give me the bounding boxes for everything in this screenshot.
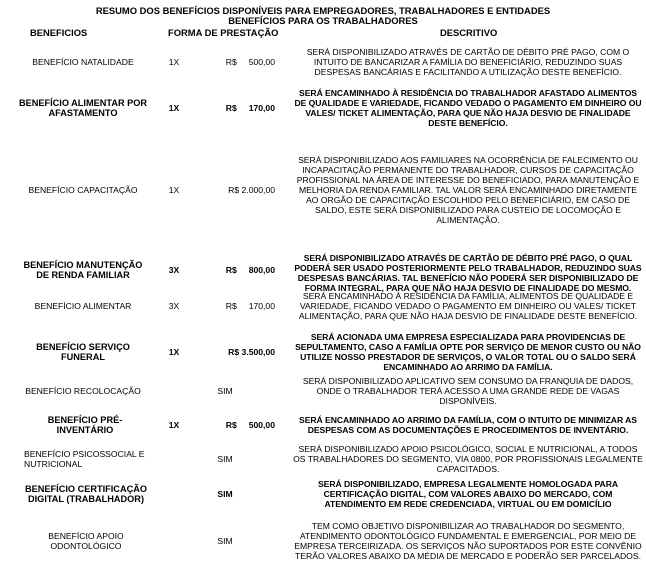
benefit-value: R$ 2.000,00	[228, 185, 275, 195]
table-row	[0, 330, 646, 374]
header-beneficios: BENEFICIOS	[30, 27, 88, 38]
table-row	[0, 130, 646, 250]
benefit-quantity: 1X	[168, 57, 180, 67]
benefit-description: SERÁ DISPONIBILIZADO, EMPRESA LEGALMENTE HOMOLOGADA PARA CERTIFICAÇÃO DIGITAL, COM VALORES ABAIXO DO MERCADO, COM ATENDIMENTO EM REDE CREDENCIADA, VIRTUAL OU EM DOMICÍLIO	[317, 479, 619, 509]
benefit-quantity: 1X	[168, 103, 180, 113]
benefit-name: BENEFÍCIO CERTIFICAÇÃO DIGITAL (TRABALHADOR)	[25, 484, 147, 504]
benefit-name: BENEFÍCIO MANUTENÇÃO DE RENDA FAMILIAR	[23, 260, 143, 280]
document-subtitle: BENEFÍCIOS PARA OS TRABALHADORES	[228, 15, 418, 26]
table-row	[0, 442, 646, 476]
benefit-description: SERÁ DISPONIBILIZADO ATRAVÉS DE CARTÃO DE DÉBITO PRÉ PAGO, COM O INTUITO DE BANCARIZAR A FAMÍLIA DO BENEFICIÁRIO, REDUZINDO SUAS DESPESAS BANCÁRIAS E FACILITANDO A UTILIZAÇÃO DESTE BENEFÍCIO.	[306, 47, 630, 77]
benefit-value: R$ 170,00	[225, 103, 275, 113]
benefit-description: SERÁ ENCAMINHADO À RESIDÊNCIA DO TRABALHADOR AFASTADO ALIMENTOS DE QUALIDADE E VARIEDADE, FICANDO VEDADO O PAGAMENTO EM DINHEIRO OU VALES/ TICKET ALIMENTAÇÃO, PARA QUE NÃO HAJA DESVIO DE FINALIDADE DESTE BENEFÍCIO.	[294, 88, 642, 128]
benefit-availability: SIM	[217, 489, 233, 499]
benefit-description: SERÁ ACIONADA UMA EMPRESA ESPECIALIZADA PARA PROVIDENCIAS DE SEPULTAMENTO, CASO A FAMÍLIA OPTE POR SERVIÇO DE MENOR CUSTO OU NÃO UTILIZE NOSSO PRESTADOR DE SERVIÇOS, O VALOR TOTAL OU O SALDO SERÁ ENCAMINHADO AO ARRIMO DA FAMÍLIA.	[295, 332, 641, 372]
benefit-value: R$ 500,00	[225, 420, 275, 430]
benefit-availability: SIM	[217, 454, 233, 464]
benefit-description: SERÁ DISPONIBILIZADO APLICATIVO SEM CONSUMO DA FRANQUIA DE DADOS, ONDE O TRABALHADOR TERÁ ACESSO A UMA GRANDE REDE DE VAGAS DISPONÍVEIS.	[302, 376, 634, 406]
benefit-name: BENEFÍCIO PRÉ-INVENTÁRIO	[47, 415, 123, 435]
benefit-name: BENEFÍCIO PSICOSSOCIAL E NUTRICIONAL	[24, 449, 145, 469]
benefit-value: R$ 170,00	[225, 301, 275, 311]
table-row	[0, 476, 646, 512]
benefit-name: BENEFÍCIO NATALIDADE	[32, 57, 134, 67]
benefit-description: SERÁ ENCAMINHADO À RESIDÊNCIA DA FAMÍLIA, ALIMENTOS DE QUALIDADE E VARIEDADE, FICANDO VEDADO O PAGAMENTO EM DINHEIRO OU VALES/ TICKET ALIMENTAÇÃO, PARA QUE NÃO HAJA DESVIO DE FINALIDADE DESTE BENEFÍCIO.	[298, 291, 638, 321]
benefit-description: TEM COMO OBJETIVO DISPONIBILIZAR AO TRABALHADOR DO SEGMENTO, ATENDIMENTO ODONTOLÓGICO FUNDAMENTAL E EMERGENCIAL, POR MEIO DE EMPRESA TERCEIRIZADA. OS SERVIÇOS NÃO SUPORTADOS POR ESTE CONVÊNIO TERÃO VALORES ABAIXO DA MÉDIA DE MERCADO E PODERÃO SER PARCELADOS.	[294, 521, 642, 561]
table-row	[0, 282, 646, 330]
benefit-value: R$ 3.500,00	[228, 347, 275, 357]
benefit-description: SERÁ DISPONIBILIZADO APOIO PSICOLÓGICO, SOCIAL E NUTRICIONAL, A TODOS OS TRABALHADORES DO SEGMENTO, VIA 0800, POR PROFISSIONAIS LEGALMENTE CAPACITADOS.	[293, 444, 643, 474]
benefit-name: BENEFÍCIO ALIMENTAR	[34, 301, 132, 311]
benefit-name: BENEFÍCIO RECOLOCAÇÃO	[25, 386, 141, 396]
benefit-description: SERÁ DISPONIBILIZADO AOS FAMILIARES NA OCORRÊNCIA DE FALECIMENTO OU INCAPACITAÇÃO PERMANENTE DO TRABALHADOR, CURSOS DE CAPACITAÇÃO PROFISSIONAL NA ÁREA DE INTERESSE DO BENEFICIADO, PARA MANUTENÇÃO E MELHORIA DA RENDA FAMILIAR. TAL VALOR SERÁ ENCAMINHADO DIRETAMENTE AO ORGÃO DE CAPACITAÇÃO ESCOLHIDO PELO BENEFICIÁRIO, EM CASO DE SALDO, ESTE SERÁ DISPONIBILIZADO PARA CUSTEIO DE LOCOMOÇÃO E ALIMENTAÇÃO.	[296, 155, 640, 225]
table-row	[0, 408, 646, 442]
benefit-quantity: 3X	[168, 301, 180, 311]
benefit-quantity: 1X	[168, 347, 180, 357]
table-row	[0, 374, 646, 408]
table-row	[0, 38, 646, 86]
benefit-quantity: 1X	[168, 420, 180, 430]
benefit-quantity: 1X	[168, 185, 180, 195]
benefit-availability: SIM	[217, 386, 233, 396]
benefit-name: BENEFÍCIO APOIO ODONTOLÓGICO	[48, 531, 124, 551]
benefit-quantity: 3X	[168, 265, 180, 275]
table-row	[0, 512, 646, 570]
benefit-value: R$ 500,00	[225, 57, 275, 67]
benefit-description: SERÁ ENCAMINHADO AO ARRIMO DA FAMÍLIA, COM O INTUITO DE MINIMIZAR AS DESPESAS COM AS DOCUMENTAÇÕES E PROCEDIMENTOS DE INVENTÁRIO.	[299, 415, 637, 435]
benefit-name: BENEFÍCIO ALIMENTAR POR AFASTAMENTO	[18, 98, 148, 118]
benefit-availability: SIM	[217, 536, 233, 546]
benefit-description: SERÁ DISPONIBILIZADO ATRAVÉS DE CARTÃO DE DÉBITO PRÉ PAGO, O QUAL PODERÁ SER USADO POSTERIORMENTE PELO TRABALHADOR, REDUZINDO SUAS DESPESAS BANCÁRIAS. TAL BENEFÍCIO NÃO PODERÁ SER DISPONIBILIZADO DE FORMA INTEGRAL, PARA QUE NÃO HAJA DESVIO DE FINALIDADE DO MESMO.	[294, 253, 642, 293]
benefit-value: R$ 800,00	[225, 265, 275, 275]
header-forma-prestacao: FORMA DE PRESTAÇÃO	[168, 27, 279, 38]
benefit-name: BENEFÍCIO SERVIÇO FUNERAL	[36, 342, 130, 362]
table-row	[0, 86, 646, 130]
benefit-name: BENEFÍCIO CAPACITAÇÃO	[28, 185, 138, 195]
document-title: RESUMO DOS BENEFÍCIOS DISPONÍVEIS PARA EMPREGADORES, TRABALHADORES E ENTIDADES	[95, 5, 551, 16]
header-descritivo: DESCRITIVO	[440, 27, 498, 38]
